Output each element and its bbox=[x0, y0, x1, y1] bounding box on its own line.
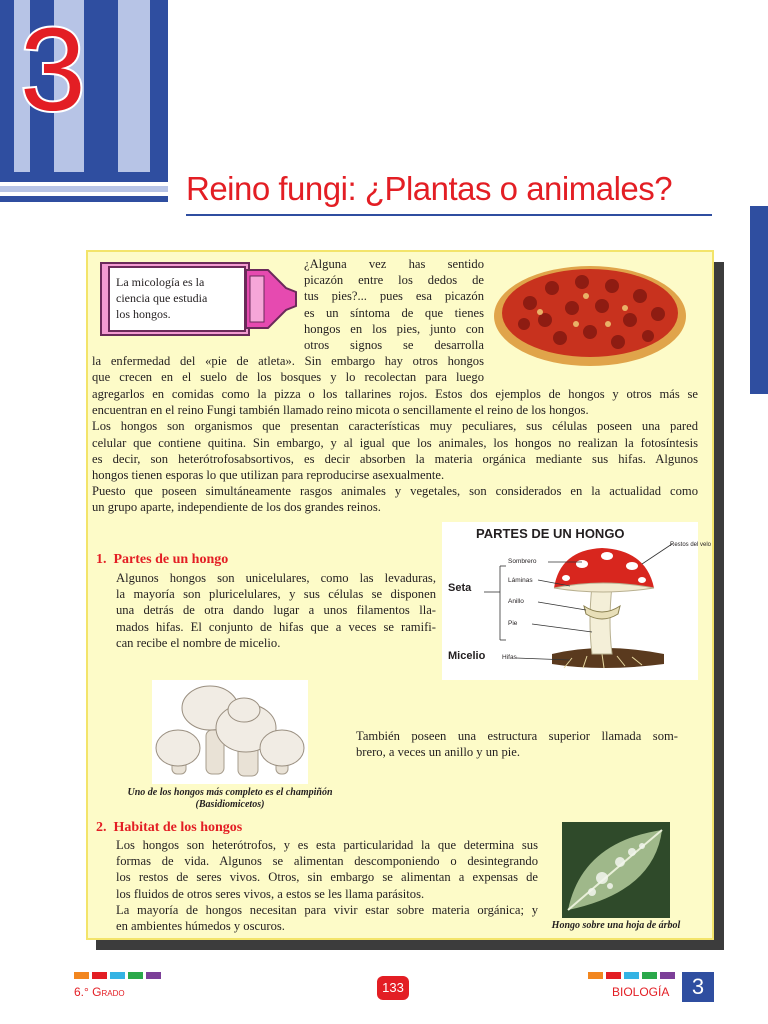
mushroom-diagram bbox=[442, 522, 712, 680]
label-micelio: Micelio bbox=[448, 650, 486, 662]
label-hifas: Hifas bbox=[502, 654, 517, 661]
leaf-image bbox=[562, 822, 670, 918]
intro-mid-text bbox=[92, 353, 484, 385]
section1-number: 1. bbox=[96, 552, 107, 567]
footer-subject-number: 3 bbox=[682, 972, 714, 1002]
caption-line: Uno de los hongos más completo es el champiñón bbox=[127, 787, 333, 798]
text-line: Algunos hongos son unicelulares, como las levaduras, bbox=[116, 571, 436, 585]
grade-number: 6.° bbox=[74, 985, 89, 999]
label-seta: Seta bbox=[448, 582, 472, 594]
label-restos-velo: Restos del velo bbox=[670, 542, 712, 548]
section2-heading bbox=[96, 820, 242, 836]
caption-line: (Basidiomicetos) bbox=[195, 799, 265, 810]
footer-grade bbox=[74, 985, 125, 999]
text-line: es decir, son heterótrofosabsortivos, es decir absorben la materia orgánica mediante sus hifas. Algunos bbox=[92, 451, 698, 466]
text-line: es un síntoma de que tienes bbox=[304, 305, 484, 320]
text-line: hongos tienen esporas lo que utilizan para reproducirse asexualmente. bbox=[92, 468, 445, 483]
text-line: que crecen en el suelo de los bosques y lo recolectan para luego bbox=[92, 370, 484, 385]
text-line: mados hifas. El conjunto de hifas que a veces se ramifi- bbox=[116, 619, 436, 634]
text-line: la enfermedad del «pie de atleta». Sin embargo hay otros hongos bbox=[92, 354, 484, 368]
section2-number: 2. bbox=[96, 820, 107, 835]
text-line: tus pies?... pues esa picazón bbox=[304, 289, 484, 304]
label-anillo: Anillo bbox=[508, 598, 524, 605]
mushrooms-image bbox=[152, 680, 308, 784]
text-line: los restos de seres vivos. Otros, sin embargo se alimentan a expensas de bbox=[116, 870, 538, 885]
note-line: los hongos. bbox=[116, 307, 171, 321]
text-line: en ambientes húmedos y oscuros. bbox=[116, 919, 285, 934]
text-line: picazón entre los dedos de bbox=[304, 273, 484, 288]
text-line: Puesto que poseen simultáneamente rasgos animales y vegetales, son considerados en la actualidad como bbox=[92, 484, 698, 499]
page-title: Reino fungi: ¿Plantas o animales? bbox=[186, 170, 673, 207]
note-line: ciencia que estudia bbox=[116, 291, 208, 305]
title-underline bbox=[186, 214, 712, 216]
text-line: una detrás de otra dando lugar a unos filamentos lla- bbox=[116, 603, 436, 618]
definition-note bbox=[108, 266, 246, 332]
leaf-caption: Hongo sobre una hoja de árbol bbox=[551, 920, 681, 931]
text-line: La mayoría de hongos necesitan para vivir estar sobre materia orgánica; y bbox=[116, 902, 538, 917]
footer-subject: BIOLOGÍA bbox=[612, 985, 670, 999]
section2-text bbox=[116, 837, 538, 934]
text-line: También poseen una estructura superior llamada som- bbox=[356, 729, 678, 743]
text-line: Los hongos son organismos que presentan características muy peculiares, sus células poseen una pared bbox=[92, 419, 698, 434]
intro-wide-text bbox=[92, 386, 698, 516]
text-line: otros signos se desarrolla bbox=[304, 338, 484, 353]
text-line: hongos en los pies, junto con bbox=[304, 321, 484, 336]
label-laminas: Láminas bbox=[508, 577, 533, 584]
text-line: la mayoría son pluricelulares, y sus células se disponen bbox=[116, 587, 436, 602]
side-tab bbox=[750, 206, 768, 394]
text-line: formas de vida. Algunos se alimentan descomponiendo o desintegrando bbox=[116, 854, 538, 869]
intro-narrow-text bbox=[304, 256, 484, 353]
mushroom-caption bbox=[112, 787, 348, 811]
note-line: La micología es la bbox=[116, 275, 205, 289]
section1-title: Partes de un hongo bbox=[113, 552, 229, 567]
text-line: brero, a veces un anillo y un pie. bbox=[356, 745, 521, 760]
grade-word: Grado bbox=[92, 985, 125, 999]
text-line: los fluidos de otros seres vivos, a estos se les llama parásitos. bbox=[116, 886, 425, 901]
pizza-image bbox=[490, 258, 690, 368]
text-line: celular que contiene quitina. Sin embargo, y al igual que los animales, los hongos no realizan la fotosíntesis bbox=[92, 435, 698, 450]
diagram-title: PARTES DE UN HONGO bbox=[476, 526, 625, 541]
text-line: can recibe el nombre de micelio. bbox=[116, 635, 281, 650]
section2-title: Habitat de los hongos bbox=[113, 820, 243, 835]
text-line: ¿Alguna vez has sentido bbox=[304, 257, 484, 271]
section1-heading bbox=[96, 552, 228, 568]
page-number-badge: 133 bbox=[377, 976, 409, 1000]
section1-extra-text bbox=[356, 728, 678, 760]
text-line: Los hongos son heterótrofos, y es esta particularidad la que determina sus bbox=[116, 838, 538, 852]
label-pie: Pie bbox=[508, 620, 518, 627]
chapter-number: 3 bbox=[20, 4, 86, 136]
section1-text bbox=[116, 570, 436, 651]
label-sombrero: Sombrero bbox=[508, 558, 537, 565]
text-line: encuentran en el reino Fungi también llamado reino micota o sencillamente el reino de los hongos. bbox=[92, 403, 589, 418]
text-line: un grupo aparte, independiente de los dos grandes reinos. bbox=[92, 500, 381, 515]
text-line: agregarlos en comidas como la pizza o los tallarines rojos. Estos dos ejemplos de hongos y otros más se bbox=[92, 387, 698, 401]
